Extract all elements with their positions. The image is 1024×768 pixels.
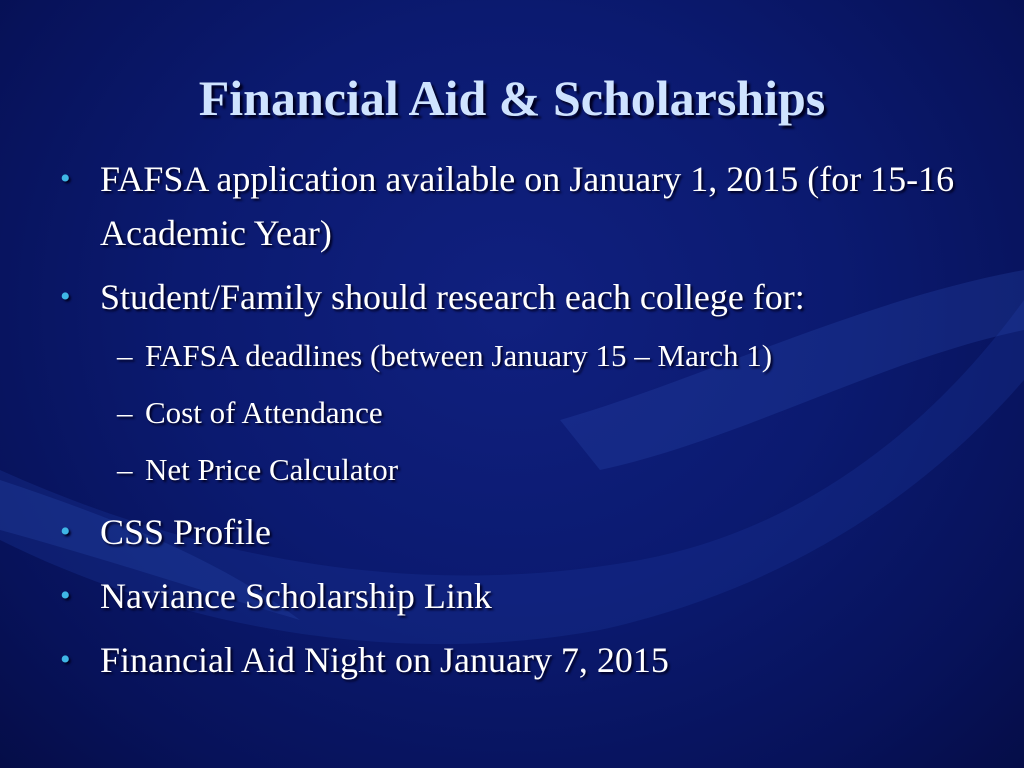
bullet-text: Naviance Scholarship Link — [100, 576, 492, 616]
dash-icon: – — [117, 452, 133, 487]
sub-bullet-item — [60, 391, 960, 435]
bullet-dot-icon: • — [60, 579, 71, 612]
sub-bullet-item — [60, 334, 960, 378]
dash-icon: – — [117, 338, 133, 373]
bullet-dot-icon: • — [60, 643, 71, 676]
bullet-item — [60, 569, 960, 623]
bullet-dot-icon: • — [60, 280, 71, 313]
slide-title: Financial Aid & Scholarships — [198, 70, 826, 126]
bullet-dot-icon: • — [60, 162, 71, 195]
bullet-item — [60, 270, 960, 324]
sub-bullet-text: Cost of Attendance — [145, 395, 383, 430]
bullet-text: Financial Aid Night on January 7, 2015 — [100, 640, 669, 680]
sub-bullet-text: Net Price Calculator — [145, 452, 399, 487]
bullet-dot-icon: • — [60, 515, 71, 548]
dash-icon: – — [117, 395, 133, 430]
bullet-list — [60, 152, 960, 697]
sub-bullet-item — [60, 448, 960, 492]
bullet-text: CSS Profile — [100, 512, 272, 552]
sub-bullet-text: FAFSA deadlines (between January 15 – March 1) — [145, 338, 773, 373]
bullet-text: Student/Family should research each college for: — [100, 277, 805, 317]
bullet-item — [60, 505, 960, 559]
bullet-text: FAFSA application available on January 1, 2015 (for 15-16 Academic Year) — [100, 159, 955, 253]
bullet-item — [60, 633, 960, 687]
bullet-item — [60, 152, 960, 260]
